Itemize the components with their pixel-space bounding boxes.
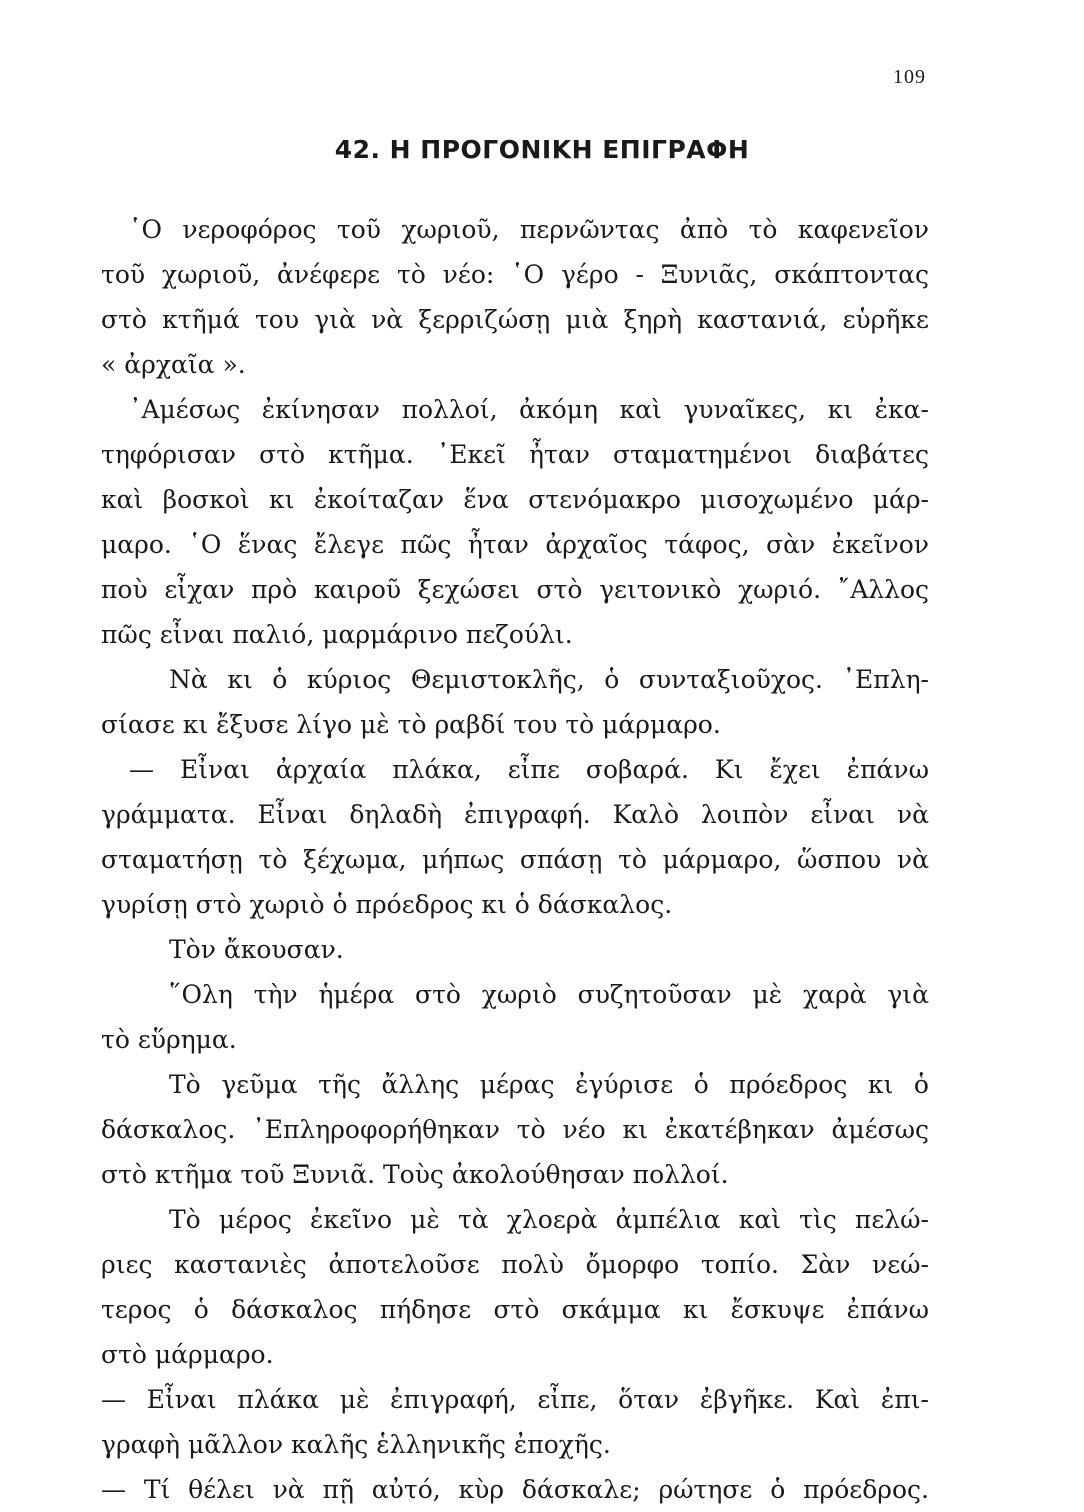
text-line: Τὸν ἄκουσαν. (169, 935, 344, 964)
text-line: τηφόρισαν στὸ κτῆμα. ᾿Εκεῖ ἦταν σταματημένοι διαβάτες (101, 440, 929, 469)
text-line: γράμματα. Εἶναι δηλαδὴ ἐπιγραφή. Καλὸ λοιπὸν εἶναι νὰ (101, 800, 929, 829)
chapter-title: 42. Η ΠΡΟΓΟΝΙΚΗ ΕΠΙΓΡΑΦΗ (334, 135, 750, 164)
text-line: Τὸ μέρος ἐκεῖνο μὲ τὰ χλοερὰ ἀμπέλια καὶ τὶς πελώ- (169, 1205, 929, 1234)
text-line: τερος ὁ δάσκαλος πήδησε στὸ σκάμμα κι ἔσκυψε ἐπάνω (101, 1295, 929, 1324)
text-line: πῶς εἶναι παλιό, μαρμάρινο πεζούλι. (101, 620, 573, 649)
text-line: δάσκαλος. ᾿Επληροφορήθηκαν τὸ νέο κι ἐκατέβηκαν ἀμέσως (101, 1115, 929, 1144)
text-line: στὸ κτῆμα τοῦ Ξυνιᾶ. Τοὺς ἀκολούθησαν πολλοί. (101, 1160, 729, 1189)
text-line: ποὺ εἶχαν πρὸ καιροῦ ξεχώσει στὸ γειτονικὸ χωριό. ῎Αλλος (101, 575, 929, 604)
text-line: ῞Ολη τὴν ἡμέρα στὸ χωριὸ συζητοῦσαν μὲ χαρὰ γιὰ (169, 980, 929, 1009)
body-text (101, 207, 929, 1512)
text-line: Νὰ κι ὁ κύριος Θεμιστοκλῆς, ὁ συνταξιοῦχος. ᾿Επλη- (169, 665, 929, 694)
text-line: ριες καστανιὲς ἀποτελοῦσε πολὺ ὄμορφο τοπίο. Σὰν νεώ- (101, 1250, 929, 1279)
page-number: 109 (893, 66, 926, 88)
text-line: γυρίσῃ στὸ χωριὸ ὁ πρόεδρος κι ὁ δάσκαλος. (101, 890, 673, 919)
text-line: καὶ βοσκοὶ κι ἐκοίταζαν ἕνα στενόμακρο μισοχωμένο μάρ- (101, 485, 929, 514)
text-line: — Εἶναι ἀρχαία πλάκα, εἶπε σοβαρά. Κι ἔχει ἐπάνω (129, 755, 929, 784)
text-line: σίασε κι ἔξυσε λίγο μὲ τὸ ραβδί του τὸ μάρμαρο. (101, 710, 721, 739)
text-line: — Τί θέλει νὰ πῇ αὐτό, κὺρ δάσκαλε; ρώτησε ὁ πρόεδρος. (101, 1475, 929, 1504)
text-line: « ἀρχαῖα ». (101, 350, 246, 379)
text-line: ῾Ο νεροφόρος τοῦ χωριοῦ, περνῶντας ἀπὸ τὸ καφενεῖον (129, 215, 929, 244)
text-line: τοῦ χωριοῦ, ἀνέφερε τὸ νέο: ῾Ο γέρο - Ξυνιᾶς, σκάπτοντας (101, 260, 929, 289)
text-line: στὸ μάρμαρο. (101, 1340, 274, 1369)
text-line: Τὸ γεῦμα τῆς ἄλλης μέρας ἐγύρισε ὁ πρόεδρος κι ὁ (169, 1070, 929, 1099)
text-line: γραφὴ μᾶλλον καλῆς ἑλληνικῆς ἐποχῆς. (101, 1430, 611, 1459)
text-line: τὸ εὕρημα. (101, 1025, 237, 1054)
text-line: στὸ κτῆμά του γιὰ νὰ ξερριζώσῃ μιὰ ξηρὴ καστανιά, εὑρῆκε (101, 305, 929, 334)
text-line: σταματήσῃ τὸ ξέχωμα, μήπως σπάσῃ τὸ μάρμαρο, ὥσπου νὰ (101, 845, 929, 874)
text-line: — Εἶναι πλάκα μὲ ἐπιγραφή, εἶπε, ὅταν ἐβγῆκε. Καὶ ἐπι- (101, 1385, 929, 1414)
text-line: ᾿Αμέσως ἐκίνησαν πολλοί, ἀκόμη καὶ γυναῖκες, κι ἐκα- (129, 395, 929, 424)
text-line: μαρο. ῾Ο ἕνας ἔλεγε πῶς ἦταν ἀρχαῖος τάφος, σὰν ἐκεῖνον (101, 530, 929, 559)
